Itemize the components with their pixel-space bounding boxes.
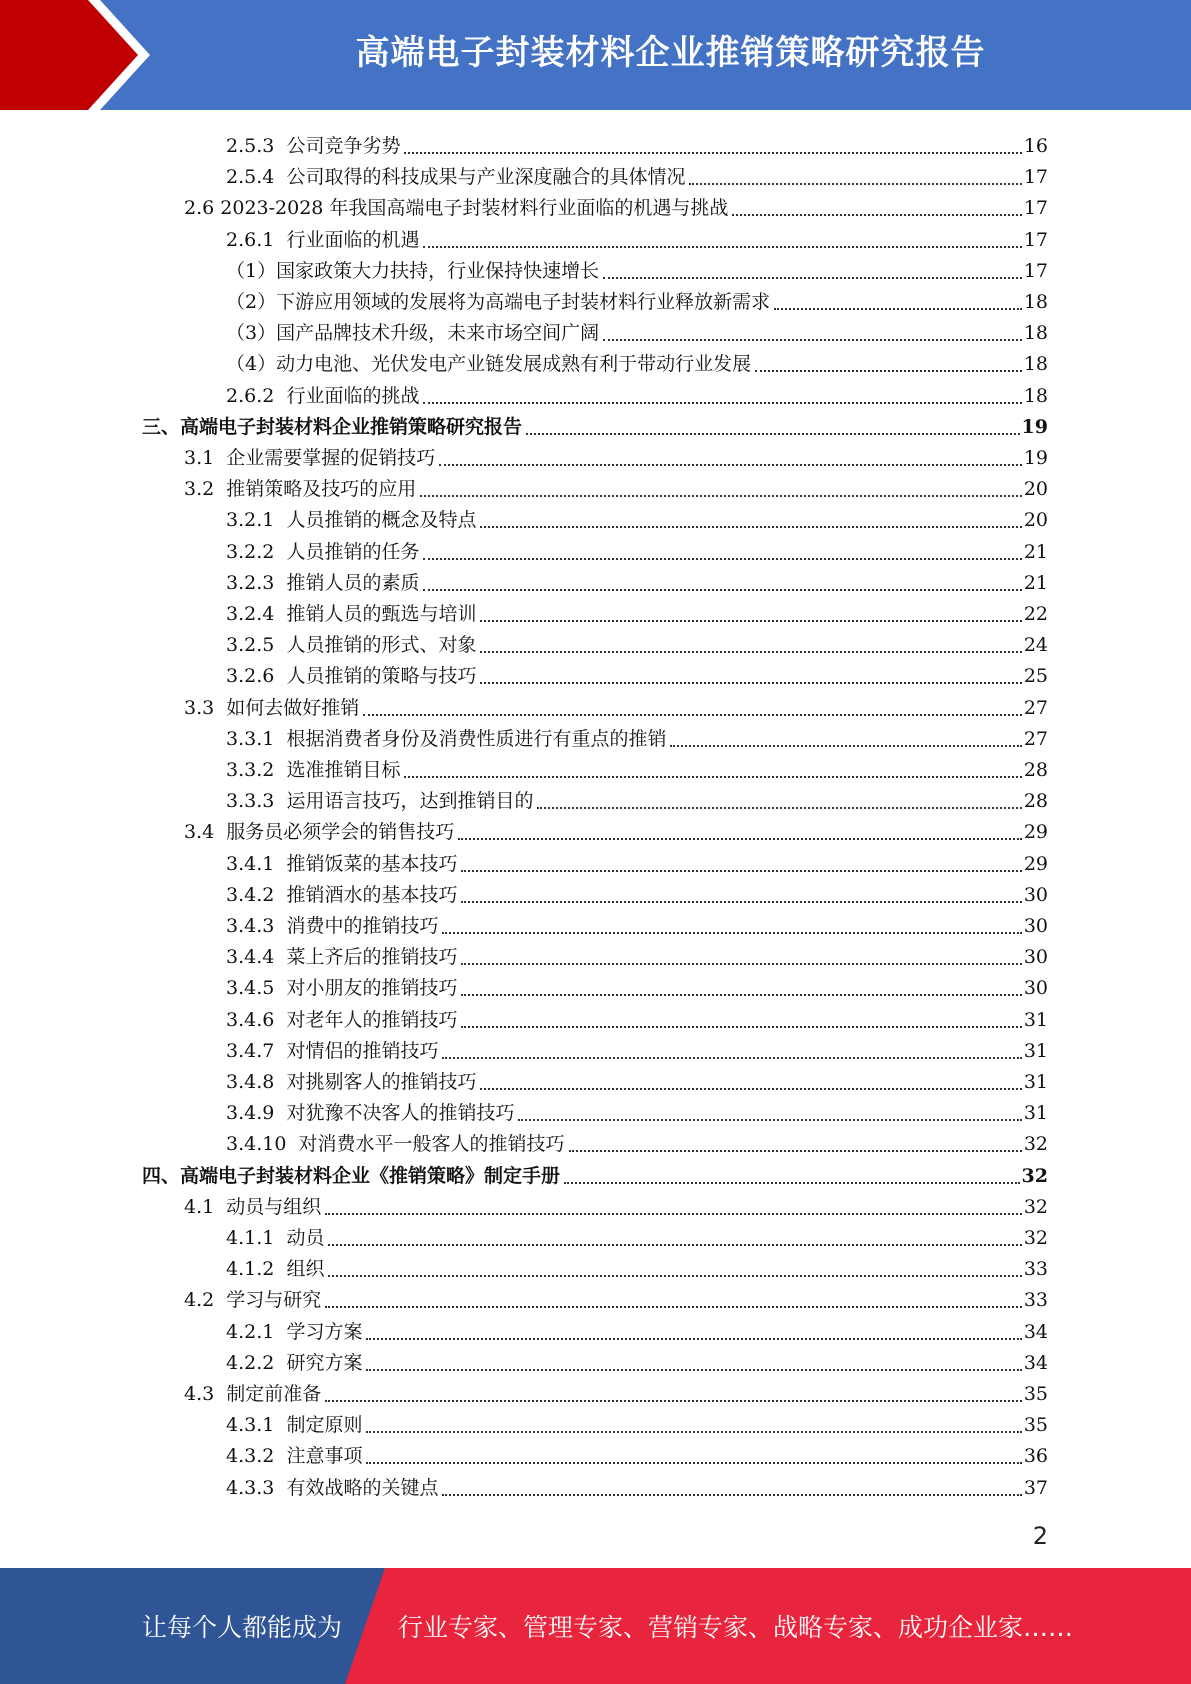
toc-entry-number: 3.4.5 (226, 977, 287, 1000)
toc-entry[interactable] (226, 969, 1048, 1000)
toc-dot-leader (423, 401, 1021, 404)
toc-entry[interactable] (226, 345, 1048, 376)
toc-dot-leader (480, 1087, 1021, 1090)
toc-dot-leader (480, 650, 1021, 653)
toc-entry-page: 30 (1023, 883, 1048, 906)
toc-entry[interactable] (226, 876, 1048, 907)
toc-entry-title: 研究方案 (286, 1351, 363, 1374)
toc-entry-number: 3.4.10 (226, 1133, 299, 1156)
toc-entry-number: 3.2.2 (226, 540, 287, 563)
toc-entry-number: 2.6.1 (226, 228, 287, 251)
toc-entry-page: 29 (1023, 821, 1048, 844)
toc-entry-number: 四、 (142, 1164, 181, 1187)
toc-entry-page: 28 (1023, 790, 1048, 813)
toc-entry[interactable] (226, 1063, 1048, 1094)
toc-entry-page: 34 (1023, 1351, 1048, 1374)
toc-entry-page: 30 (1023, 915, 1048, 937)
toc-entry-number: 3.3 (184, 696, 227, 719)
toc-entry-title: 动员与组织 (226, 1195, 322, 1218)
toc-entry-number: 2.6.2 (226, 384, 287, 407)
toc-entry-title: 根据消费者身份及消费性质进行有重点的推销 (286, 727, 667, 750)
toc-entry-page: 19 (1021, 415, 1048, 438)
toc-entry-title: 学习与研究 (226, 1289, 322, 1312)
toc-dot-leader (480, 525, 1021, 528)
toc-dot-leader (755, 369, 1022, 372)
toc-entry-page: 32 (1021, 1164, 1048, 1187)
toc-entry-page: 17 (1023, 228, 1048, 251)
toc-entry-number: 4.2 (184, 1289, 227, 1312)
toc-entry-number: （4） (226, 353, 277, 376)
toc-dot-leader (325, 1212, 1022, 1215)
toc-entry-title: 推销人员的甄选与培训 (286, 603, 477, 625)
toc-entry-title: 消费中的推销技巧 (286, 915, 439, 937)
toc-entry-title: 推销策略及技巧的应用 (226, 478, 417, 501)
toc-entry-number: 3.4.9 (226, 1102, 287, 1125)
toc-dot-leader (670, 744, 1021, 747)
toc-entry-number: （3） (226, 322, 277, 345)
toc-entry-title: 人员推销的任务 (286, 540, 420, 563)
toc-entry-number: 3.2.3 (226, 571, 287, 594)
toc-dot-leader (363, 713, 1022, 716)
toc-entry-page: 19 (1023, 447, 1048, 469)
toc-entry[interactable] (184, 1375, 1048, 1406)
toc-dot-leader (537, 806, 1021, 809)
toc-entry[interactable] (142, 1157, 1048, 1188)
toc-entry-number: 4.1.2 (226, 1258, 287, 1281)
toc-dot-leader (442, 1493, 1021, 1496)
toc-entry-number: 3.4.2 (226, 883, 287, 906)
toc-entry-page: 21 (1023, 571, 1048, 594)
toc-entry-title: 人员推销的形式、对象 (286, 634, 477, 657)
toc-entry[interactable] (226, 1032, 1048, 1063)
toc-entry-number: 2.5.4 (226, 166, 287, 189)
toc-entry-page: 32 (1023, 1227, 1048, 1249)
toc-entry-number: 3.2 (184, 478, 227, 501)
toc-entry[interactable] (226, 720, 1048, 751)
toc-entry[interactable] (226, 564, 1048, 595)
toc-entry[interactable] (226, 283, 1048, 314)
toc-dot-leader (366, 1337, 1021, 1340)
toc-dot-leader (774, 307, 1022, 310)
toc-dot-leader (461, 900, 1021, 903)
toc-entry-number: 4.1.1 (226, 1227, 287, 1249)
toc-dot-leader (325, 1305, 1022, 1308)
toc-dot-leader (328, 1274, 1021, 1277)
toc-dot-leader (480, 681, 1021, 684)
toc-entry-number: 3.4.4 (226, 946, 287, 969)
page-number: 2 (1032, 1522, 1048, 1550)
toc-dot-leader (420, 494, 1022, 497)
toc-entry-page: 33 (1023, 1258, 1048, 1281)
toc-entry[interactable] (226, 252, 1048, 283)
toc-entry-title: 高端电子封装材料企业《推销策略》制定手册 (180, 1164, 561, 1187)
toc-entry-page: 18 (1023, 353, 1048, 376)
toc-entry-number: 3.1 (184, 447, 227, 469)
toc-dot-leader (366, 1430, 1021, 1433)
toc-entry[interactable] (226, 158, 1048, 189)
toc-entry[interactable] (226, 1437, 1048, 1468)
toc-entry[interactable] (226, 1469, 1048, 1500)
toc-entry-number: 2.5.3 (226, 135, 287, 157)
toc-entry[interactable] (226, 314, 1048, 345)
toc-entry-number: 3.3.1 (226, 727, 287, 750)
toc-entry-number: 3.4.7 (226, 1039, 287, 1062)
toc-entry-title: 国家政策大力扶持，行业保持快速增长 (276, 259, 600, 282)
toc-entry-number: 三、 (142, 415, 181, 438)
toc-entry[interactable] (226, 626, 1048, 657)
toc-entry-page: 20 (1023, 509, 1048, 532)
toc-entry-number: 4.3.2 (226, 1445, 287, 1468)
toc-entry-title: 行业面临的挑战 (286, 384, 420, 407)
toc-entry-number: 4.3.1 (226, 1414, 287, 1437)
toc-dot-leader (366, 1368, 1021, 1371)
toc-entry-title: 对犹豫不决客人的推销技巧 (286, 1102, 515, 1125)
toc-entry-number: 4.2.2 (226, 1351, 287, 1374)
toc-entry-page: 31 (1023, 1102, 1048, 1125)
toc-entry-page: 18 (1023, 322, 1048, 345)
toc-entry-page: 35 (1023, 1383, 1048, 1405)
toc-entry-number: 4.1 (184, 1195, 227, 1218)
toc-entry[interactable] (184, 439, 1048, 470)
toc-entry-page: 34 (1023, 1320, 1048, 1343)
toc-entry-title: 对情侣的推销技巧 (286, 1039, 439, 1062)
toc-entry-title: 如何去做好推销 (226, 696, 360, 719)
toc-entry-page: 36 (1023, 1445, 1048, 1468)
toc-dot-leader (439, 463, 1022, 466)
toc-dot-leader (442, 931, 1021, 934)
toc-entry[interactable] (226, 1219, 1048, 1250)
toc-entry-page: 17 (1023, 197, 1048, 220)
toc-entry-title: 注意事项 (286, 1445, 363, 1468)
toc-entry[interactable] (226, 221, 1048, 252)
toc-dot-leader (569, 1149, 1022, 1152)
toc-dot-leader (732, 213, 1021, 216)
toc-entry-page: 24 (1023, 634, 1048, 657)
toc-dot-leader (404, 775, 1021, 778)
toc-entry[interactable] (226, 657, 1048, 688)
toc-entry-number: 3.2.6 (226, 665, 287, 688)
toc-entry[interactable] (226, 845, 1048, 876)
toc-dot-leader (518, 1118, 1021, 1121)
toc-entry-page: 22 (1023, 603, 1048, 625)
toc-entry-title: 推销饭菜的基本技巧 (286, 852, 458, 875)
toc-dot-leader (366, 1461, 1021, 1464)
toc-entry-page: 33 (1023, 1289, 1048, 1312)
toc-entry-page: 30 (1023, 946, 1048, 969)
toc-entry-number: 2.6 (184, 197, 221, 220)
toc-entry-number: 3.4 (184, 821, 227, 844)
toc-entry-title: 国产品牌技术升级，未来市场空间广阔 (276, 322, 600, 345)
toc-entry-title: 制定前准备 (226, 1383, 322, 1405)
toc-entry-title: 高端电子封装材料企业推销策略研究报告 (180, 415, 523, 438)
toc-entry-title: 公司竞争劣势 (286, 135, 401, 157)
toc-entry[interactable] (226, 595, 1048, 626)
toc-entry-page: 27 (1023, 696, 1048, 719)
toc-entry[interactable] (226, 938, 1048, 969)
toc-entry[interactable] (226, 1250, 1048, 1281)
toc-entry-page: 30 (1023, 977, 1048, 1000)
toc-entry[interactable] (226, 782, 1048, 813)
toc-entry[interactable] (226, 1094, 1048, 1125)
toc-entry-title: 人员推销的策略与技巧 (286, 665, 477, 688)
toc-entry-number: 4.2.1 (226, 1320, 287, 1343)
toc-entry-title: 公司取得的科技成果与产业深度融合的具体情况 (286, 166, 686, 189)
toc-entry-number: 3.2.1 (226, 509, 287, 532)
toc-entry-page: 18 (1023, 291, 1048, 313)
toc-entry-title: 对老年人的推销技巧 (286, 1008, 458, 1031)
toc-entry-title: 制定原则 (286, 1414, 363, 1437)
toc-entry[interactable] (226, 1406, 1048, 1437)
toc-entry-page: 21 (1023, 540, 1048, 563)
toc-dot-leader (325, 1399, 1022, 1402)
toc-entry-title: 动力电池、光伏发电产业链发展成熟有利于带动行业发展 (276, 353, 752, 376)
toc-dot-leader (461, 962, 1021, 965)
toc-dot-leader (480, 619, 1021, 622)
toc-entry-title: 人员推销的概念及特点 (286, 509, 477, 532)
toc-entry-title: 运用语言技巧，达到推销目的 (286, 790, 534, 813)
toc-entry[interactable] (226, 1001, 1048, 1032)
toc-entry-page: 37 (1023, 1476, 1048, 1499)
toc-entry-page: 17 (1023, 166, 1048, 189)
toc-entry-title: 服务员必须学会的销售技巧 (226, 821, 455, 844)
toc-entry-page: 28 (1023, 759, 1048, 781)
toc-entry-number: 3.4.8 (226, 1071, 287, 1093)
toc-entry-title: 2023-2028 年我国高端电子封装材料行业面临的机遇与挑战 (220, 197, 729, 220)
toc-entry-page: 27 (1023, 727, 1048, 750)
toc-dot-leader (423, 588, 1021, 591)
toc-entry-page: 35 (1023, 1414, 1048, 1437)
toc-entry[interactable] (226, 501, 1048, 532)
toc-entry-title: 行业面临的机遇 (286, 228, 420, 251)
toc-entry-number: 4.3.3 (226, 1476, 287, 1499)
toc-entry-number: （1） (226, 259, 277, 282)
toc-entry-title: 推销人员的素质 (286, 571, 420, 594)
toc-entry-page: 20 (1023, 478, 1048, 501)
toc-entry-number: 4.3 (184, 1383, 227, 1405)
toc-dot-leader (689, 182, 1021, 185)
toc-entry-title: 学习方案 (286, 1320, 363, 1343)
toc-entry-title: 选准推销目标 (286, 759, 401, 781)
toc-entry-title: 对挑剔客人的推销技巧 (286, 1071, 477, 1093)
toc-entry-number: 3.3.3 (226, 790, 287, 813)
toc-entry[interactable] (226, 1125, 1048, 1156)
toc-entry-title: 对消费水平一般客人的推销技巧 (298, 1133, 565, 1156)
footer-slogan-right: 行业专家、管理专家、营销专家、战略专家、成功企业家…… (398, 1613, 1074, 1642)
toc-entry-page: 32 (1023, 1133, 1048, 1156)
toc-entry-page: 31 (1023, 1039, 1048, 1062)
page-footer (0, 1568, 1191, 1684)
toc-entry[interactable] (184, 1188, 1048, 1219)
toc-entry-number: 3.2.5 (226, 634, 287, 657)
toc-entry[interactable] (226, 907, 1048, 938)
toc-entry[interactable] (184, 470, 1048, 501)
toc-entry-page: 31 (1023, 1008, 1048, 1031)
toc-entry-title: 下游应用领域的发展将为高端电子封装材料行业释放新需求 (276, 291, 771, 313)
toc-entry[interactable] (226, 127, 1048, 158)
toc-entry-page: 17 (1023, 259, 1048, 282)
toc-entry[interactable] (184, 189, 1048, 220)
toc-entry[interactable] (184, 1281, 1048, 1312)
toc-dot-leader (328, 1243, 1021, 1246)
toc-dot-leader (423, 557, 1021, 560)
toc-dot-leader (526, 432, 1020, 435)
toc-entry-title: 企业需要掌握的促销技巧 (226, 447, 436, 469)
toc-entry-title: 推销酒水的基本技巧 (286, 883, 458, 906)
toc-dot-leader (603, 276, 1022, 279)
toc-dot-leader (461, 1025, 1021, 1028)
toc-entry-page: 16 (1023, 135, 1048, 157)
toc-dot-leader (461, 993, 1021, 996)
toc-entry-page: 32 (1023, 1195, 1048, 1218)
toc-entry[interactable] (226, 1313, 1048, 1344)
toc-entry[interactable] (184, 689, 1048, 720)
toc-entry[interactable] (142, 408, 1048, 439)
toc-entry-number: 3.4.3 (226, 915, 287, 937)
header-chevron-icon (0, 0, 138, 110)
toc-dot-leader (603, 338, 1022, 341)
toc-dot-leader (423, 245, 1021, 248)
toc-entry[interactable] (226, 377, 1048, 408)
report-title: 高端电子封装材料企业推销策略研究报告 (355, 33, 986, 73)
toc-entry-number: 3.4.1 (226, 852, 287, 875)
toc-entry-page: 29 (1023, 852, 1048, 875)
toc-entry-title: 组织 (286, 1258, 325, 1281)
footer-slogan-left: 让每个人都能成为 (142, 1613, 343, 1642)
toc-dot-leader (404, 151, 1021, 154)
toc-entry-page: 31 (1023, 1071, 1048, 1093)
page-header (0, 0, 1191, 110)
toc-dot-leader (458, 837, 1022, 840)
toc-dot-leader (461, 869, 1021, 872)
toc-entry[interactable] (184, 813, 1048, 844)
toc-dot-leader (442, 1056, 1021, 1059)
toc-entry[interactable] (226, 533, 1048, 564)
toc-dot-leader (564, 1181, 1020, 1184)
toc-entry-number: 3.4.6 (226, 1008, 287, 1031)
toc-entry-title: 对小朋友的推销技巧 (286, 977, 458, 1000)
toc-entry-number: （2） (226, 291, 277, 313)
toc-entry[interactable] (226, 1344, 1048, 1375)
toc-entry-page: 25 (1023, 665, 1048, 688)
toc-entry-page: 18 (1023, 384, 1048, 407)
toc-entry-title: 有效战略的关键点 (286, 1476, 439, 1499)
toc-entry-number: 3.2.4 (226, 603, 287, 625)
toc-entry-title: 动员 (286, 1227, 325, 1249)
toc-entry-title: 菜上齐后的推销技巧 (286, 946, 458, 969)
toc-entry-number: 3.3.2 (226, 759, 287, 781)
toc-entry[interactable] (226, 751, 1048, 782)
